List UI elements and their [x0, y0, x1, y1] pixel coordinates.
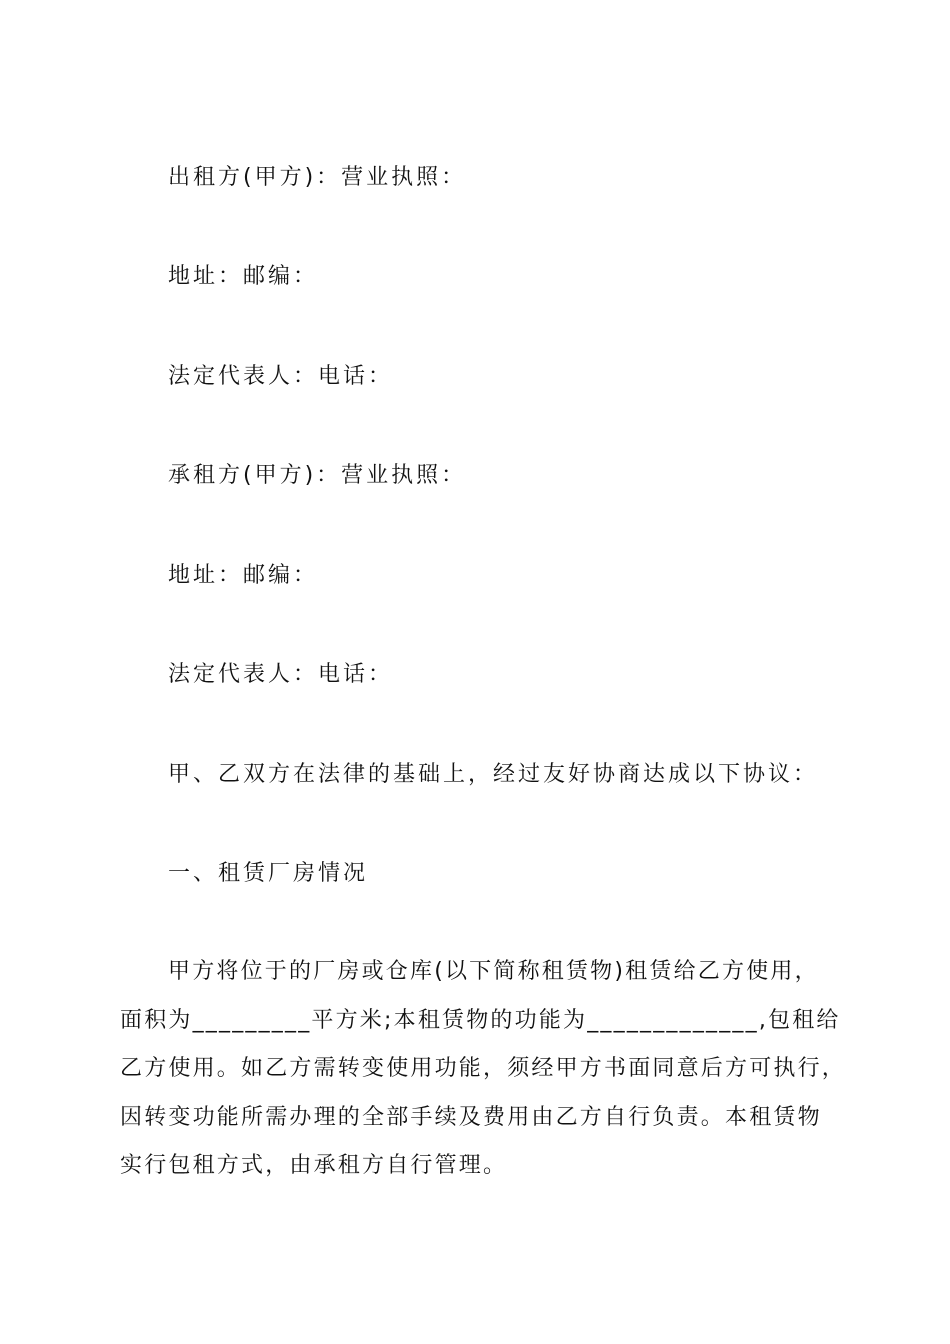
paragraph-line: 面积为_________平方米;本租赁物的功能为_____________,包租给	[120, 1007, 841, 1033]
lessor-line: 出租方(甲方)：营业执照：	[168, 165, 467, 190]
lessee-representative-line: 法定代表人：电话：	[168, 662, 394, 687]
section-heading: 一、租赁厂房情况	[168, 861, 369, 886]
paragraph-line: 甲方将位于的厂房或仓库(以下简称租赁物)租赁给乙方使用，	[168, 959, 819, 984]
lease-details-paragraph	[120, 948, 847, 1191]
lessee-line: 承租方(甲方)：营业执照：	[168, 463, 467, 488]
lessor-representative-line: 法定代表人：电话：	[168, 364, 394, 389]
paragraph-line: 因转变功能所需办理的全部手续及费用由乙方自行负责。本租赁物	[120, 1104, 822, 1130]
paragraph-line: 乙方使用。如乙方需转变使用功能，须经甲方书面同意后方可执行，	[120, 1056, 847, 1081]
paragraph-line: 实行包租方式，由承租方自行管理。	[120, 1153, 508, 1178]
lessee-address-line: 地址：邮编：	[168, 563, 319, 588]
lessor-address-line: 地址：邮编：	[168, 264, 319, 289]
agreement-intro-line: 甲、乙双方在法律的基础上，经过友好协商达成以下协议：	[168, 762, 819, 787]
